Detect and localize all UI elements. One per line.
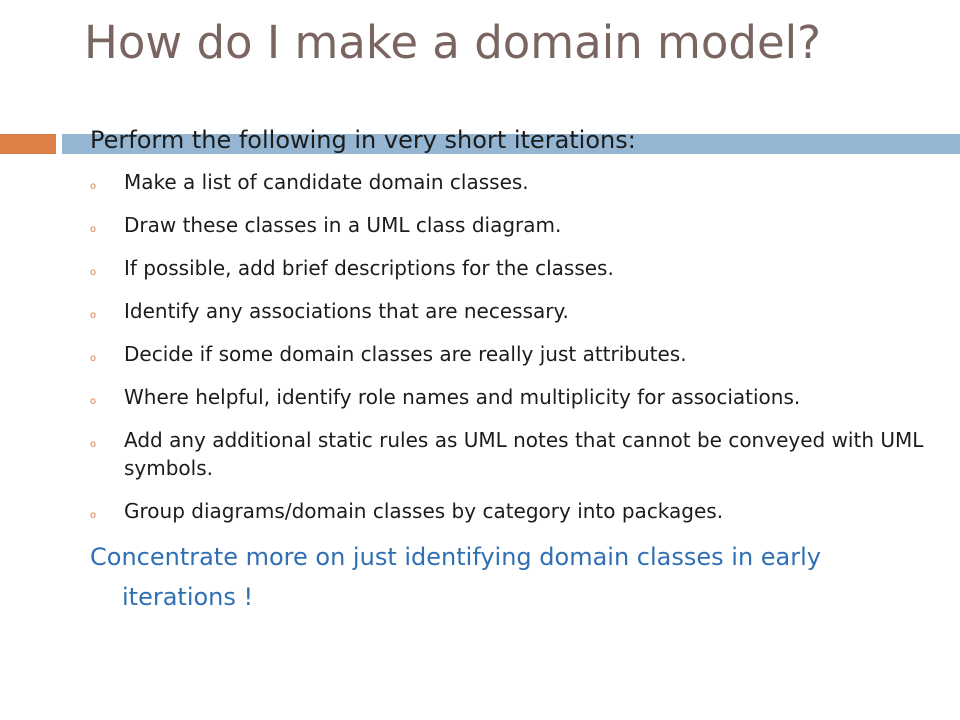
list-item-text: Add any additional static rules as UML notes that cannot be conveyed with UML symbols. bbox=[124, 428, 924, 480]
list-item-text: Identify any associations that are necessary. bbox=[124, 299, 569, 323]
bullet-icon: o bbox=[90, 396, 97, 407]
bullet-icon: o bbox=[90, 439, 97, 450]
bullet-icon: o bbox=[90, 181, 97, 192]
list-item-text: Where helpful, identify role names and multiplicity for associations. bbox=[124, 385, 801, 409]
bullet-icon: o bbox=[90, 267, 97, 278]
list-item bbox=[90, 168, 940, 196]
bullet-list bbox=[90, 168, 940, 525]
bullet-icon: o bbox=[90, 353, 97, 364]
slide-title: How do I make a domain model? bbox=[84, 16, 822, 69]
closing-text: Concentrate more on just identifying domain classes in early iterations ! bbox=[90, 543, 821, 611]
bullet-icon: o bbox=[90, 510, 97, 521]
bullet-icon: o bbox=[90, 310, 97, 321]
list-item-text: Make a list of candidate domain classes. bbox=[124, 170, 529, 194]
list-item bbox=[90, 297, 940, 325]
lead-text: Perform the following in very short iterations: bbox=[90, 126, 636, 154]
list-item bbox=[90, 211, 940, 239]
list-item bbox=[90, 426, 940, 482]
list-item bbox=[90, 383, 940, 411]
list-item-text: Group diagrams/domain classes by category into packages. bbox=[124, 499, 724, 523]
list-item-text: If possible, add brief descriptions for the classes. bbox=[124, 256, 614, 280]
slide-content bbox=[90, 118, 940, 617]
bullet-icon: o bbox=[90, 224, 97, 235]
list-item bbox=[90, 497, 940, 525]
list-item-text: Draw these classes in a UML class diagram. bbox=[124, 213, 562, 237]
list-item-text: Decide if some domain classes are really just attributes. bbox=[124, 342, 687, 366]
list-item bbox=[90, 340, 940, 368]
list-item bbox=[90, 254, 940, 282]
accent-bar-orange bbox=[0, 134, 56, 154]
